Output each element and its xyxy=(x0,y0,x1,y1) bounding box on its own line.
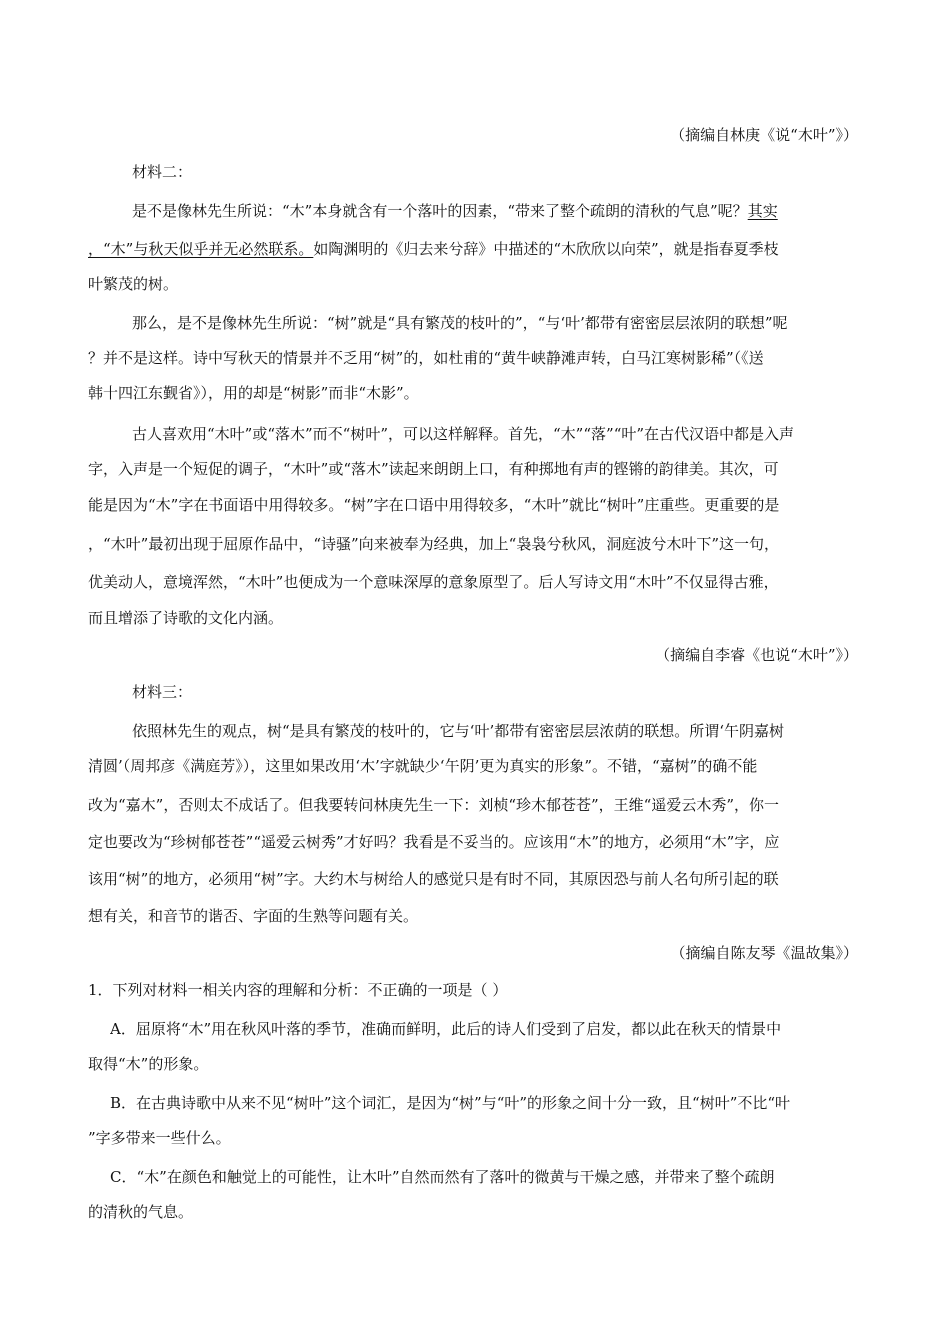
material-2-paragraph-2-line-3: 韩十四江东觐省》），用的却是“树影”而非“木影”。 xyxy=(88,384,419,402)
material-2-paragraph-3-line-6: 而且增添了诗歌的文化内涵。 xyxy=(88,609,284,627)
material-2-paragraph-3-line-3: 能是因为“木”字在书面语中用得较多。“树”字在口语中用得较多，“木叶”就比“树叶”庄重些。更重要的是 xyxy=(88,496,780,514)
source-citation-1: （摘编自林庚《说“木叶”》） xyxy=(670,126,858,144)
material-2-paragraph-3-line-5: 优美动人，意境浑然，“木叶”也便成为一个意味深厚的意象原型了。后人写诗文用“木叶”不仅显得古雅， xyxy=(88,573,779,591)
material-2-heading: 材料二： xyxy=(132,163,193,181)
material-2-paragraph-1-line-3: 叶繁茂的树。 xyxy=(88,275,179,293)
material-3-paragraph-line-4: 定也要改为“珍树郁苍苍”“遥爱云树秀”才好吗？我看是不妥当的。应该用“木”的地方，必须用“木”字，应 xyxy=(88,833,780,851)
question-1-stem: 1．下列对材料一相关内容的理解和分析：不正确的一项是（ ） xyxy=(88,981,508,999)
text-span: 是不是像林先生所说：“木”本身就含有一个落叶的因素，“带来了整个疏朗的清秋的气息”呢？ xyxy=(132,202,748,220)
option-a-line-2: 取得“木”的形象。 xyxy=(88,1055,209,1073)
material-3-paragraph-line-3: 改为“嘉木”，否则太不成话了。但我要转问林庚先生一下：刘桢“珍木郁苍苍”，王维“遥爱云木秀”，你一 xyxy=(88,796,780,814)
option-b-line-1: B．在古典诗歌中从来不见“树叶”这个词汇，是因为“树”与“叶”的形象之间十分一致，且“树叶”不比“叶 xyxy=(110,1094,791,1112)
material-2-paragraph-3-line-4: ，“木叶”最初出现于屈原作品中，“诗骚”向来被奉为经典，加上“袅袅兮秋风，洞庭波兮木叶下”这一句， xyxy=(88,535,780,553)
option-c-line-1: C．“木”在颜色和触觉上的可能性，让木叶”自然而然有了落叶的微黄与干燥之感，并带来了整个疏朗 xyxy=(110,1168,775,1186)
underlined-text: 其实 xyxy=(747,202,778,220)
source-citation-3: （摘编自陈友琴《温故集》） xyxy=(670,944,858,962)
material-2-paragraph-2-line-2: ？并不是这样。诗中写秋天的情景并不乏用“树”的，如杜甫的“黄牛峡静滩声转，白马江寒树影稀”（《送 xyxy=(88,349,764,367)
underlined-text: ，“木”与秋天似乎并无必然联系。 xyxy=(88,240,314,258)
option-c-line-2: 的清秋的气息。 xyxy=(88,1203,194,1221)
material-3-paragraph-line-5: 该用“树”的地方，必须用“树”字。大约木与树给人的感觉只是有时不同，其原因恐与前人名句所引起的联 xyxy=(88,870,779,888)
material-2-paragraph-2-line-1: 那么，是不是像林先生所说：“树”就是“具有繁茂的枝叶的”，“与‘叶’都带有密密层层浓阴的联想”呢 xyxy=(132,314,788,332)
material-2-paragraph-3-line-1: 古人喜欢用“木叶”或“落木”而不“树叶”，可以这样解释。首先，“木”“落”“叶”在古代汉语中都是入声 xyxy=(132,425,795,443)
material-3-paragraph-line-6: 想有关，和音节的谐否、字面的生熟等问题有关。 xyxy=(88,907,419,925)
material-3-heading: 材料三： xyxy=(132,683,193,701)
option-b-line-2: ”字多带来一些什么。 xyxy=(88,1129,231,1147)
source-citation-2: （摘编自李睿《也说“木叶”》） xyxy=(655,646,858,664)
material-2-paragraph-1-line-1 xyxy=(132,200,858,222)
material-3-paragraph-line-2: 清圆’（周邦彦《满庭芳》），这里如果改用‘木’字就缺少‘午阴’更为真实的形象”。不错，“嘉树”的确不能 xyxy=(88,757,758,775)
option-a-line-1: A．屈原将“木”用在秋风叶落的季节，准确而鲜明，此后的诗人们受到了启发，都以此在秋天的情景中 xyxy=(110,1020,782,1038)
text-span: 如陶渊明的《归去来兮辞》中描述的“木欣欣以向荣”，就是指春夏季枝 xyxy=(313,240,779,258)
material-3-paragraph-line-1: 依照林先生的观点，树“是具有繁茂的枝叶的，它与‘叶’都带有密密层层浓荫的联想。所谓‘午阴嘉树 xyxy=(132,722,784,740)
material-2-paragraph-3-line-2: 字，入声是一个短促的调子，“木叶”或“落木”读起来朗朗上口，有种掷地有声的铿锵的韵律美。其次，可 xyxy=(88,460,779,478)
material-2-paragraph-1-line-2 xyxy=(88,238,858,260)
